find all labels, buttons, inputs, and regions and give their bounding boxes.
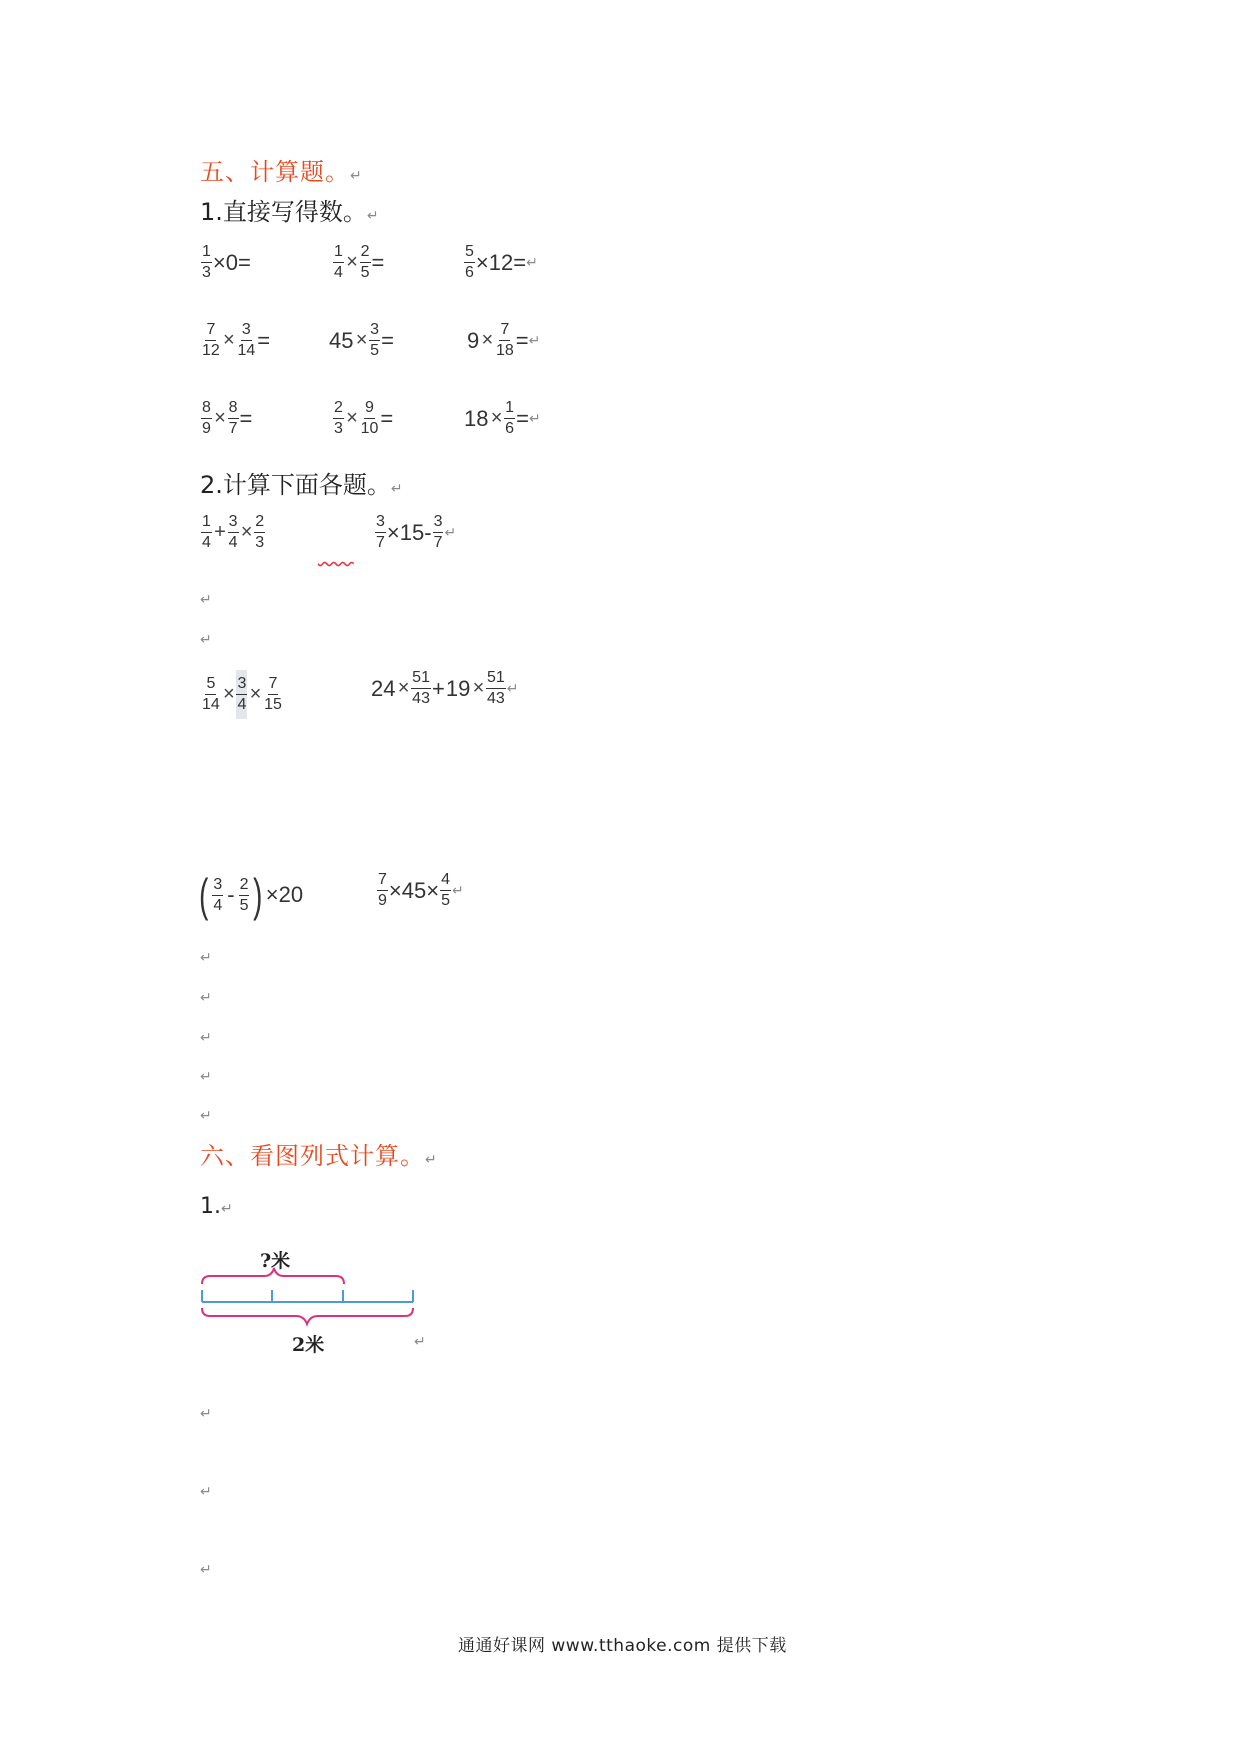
fraction: $\frac{2}{3}$ [334, 399, 343, 437]
problem-p3 [200, 670, 284, 719]
fraction: $\frac{9}{10}$ [360, 399, 379, 437]
fraction: $\frac{1}{3}$ [202, 243, 211, 281]
fraction: $\frac{51}{43}$ [487, 669, 505, 707]
problem-r3c3: 18 × $\frac{1}{6}$ = ↵ [464, 399, 541, 437]
equals-sign: = [516, 405, 529, 431]
part2-title [200, 465, 403, 500]
problem-p4: 24 × $\frac{51}{43}$ + 19 × $\frac{51}{43}$ ↵ [371, 669, 519, 707]
paragraph-mark: ↵ [444, 524, 457, 541]
operator: × [397, 677, 410, 699]
operator: × [240, 521, 253, 543]
fraction: $\frac{4}{5}$ [441, 871, 450, 909]
right-paren: ) [253, 869, 263, 921]
fraction: $\frac{3}{4}$ [213, 875, 223, 914]
paragraph-mark: ↵ [200, 1484, 212, 1500]
fraction: $\frac{51}{43}$ [412, 669, 430, 707]
operator: × [490, 407, 503, 429]
bottom-label: 2米 [292, 1334, 325, 1356]
operator: - [227, 882, 235, 907]
operator: × [355, 329, 368, 351]
operator: ×12= [475, 249, 527, 275]
fraction: $\frac{2}{5}$ [239, 875, 249, 914]
footer-text: 通通好课网 www.tthaoke.com 提供下载 [458, 1636, 787, 1656]
fraction: $\frac{1}{4}$ [202, 513, 211, 551]
fraction: $\frac{1}{6}$ [505, 399, 515, 437]
section6-title-text: 六、看图列式计算。 [200, 1142, 425, 1170]
spellcheck-squiggle [318, 540, 346, 552]
part1-title-text: 1.直接写得数。 [200, 198, 367, 226]
fraction: $\frac{3}{7}$ [376, 513, 385, 551]
fraction: $\frac{3}{14}$ [237, 321, 256, 359]
operator: × [222, 329, 235, 351]
paragraph-mark: ↵ [200, 1030, 212, 1046]
part2-title-text: 2.计算下面各题。 [200, 471, 391, 499]
fraction: $\frac{3}{7}$ [433, 513, 443, 551]
section5-title [200, 152, 363, 187]
operator: × [249, 683, 262, 705]
paragraph-mark: ↵ [200, 1108, 212, 1124]
item1 [200, 1194, 233, 1219]
left-paren: ( [199, 869, 209, 921]
problem-r3c2 [332, 400, 393, 437]
operator: ×0= [212, 249, 251, 275]
paragraph-mark: ↵ [200, 632, 212, 648]
problem-p1 [200, 514, 266, 551]
problem-r2c1 [200, 322, 270, 359]
paragraph-mark: ↵ [528, 410, 541, 427]
fraction: $\frac{2}{5}$ [360, 243, 370, 281]
problem-p2 [374, 514, 456, 551]
problem-p6 [376, 872, 464, 909]
operator: × [481, 329, 493, 351]
operator: × [345, 407, 358, 429]
fraction: $\frac{2}{3}$ [255, 513, 265, 551]
fraction-highlighted: $\frac{3}{4}$ [236, 670, 247, 719]
operator: × [345, 251, 358, 273]
problem-r1c1 [200, 244, 251, 281]
fraction: $\frac{5}{6}$ [465, 243, 474, 281]
problem-r1c3 [463, 244, 538, 281]
paragraph-mark: ↵ [350, 168, 363, 184]
item1-label: 1. [200, 1194, 221, 1219]
part1-title [200, 192, 379, 227]
operator: + [213, 521, 226, 543]
fraction: $\frac{8}{9}$ [202, 399, 211, 437]
problem-r3c1 [200, 400, 252, 437]
operator: + [431, 675, 445, 701]
section6-title [200, 1136, 438, 1171]
paragraph-mark: ↵ [200, 1406, 212, 1422]
equals-sign: = [239, 405, 253, 431]
operator: ×45× [388, 877, 440, 903]
equals-sign: = [381, 327, 394, 353]
fraction: $\frac{5}{14}$ [202, 675, 220, 713]
fraction: $\frac{3}{4}$ [228, 513, 238, 551]
operator: ×15- [386, 519, 432, 545]
equals-sign: = [371, 249, 385, 275]
paragraph-mark: ↵ [200, 950, 212, 966]
paragraph-mark: ↵ [414, 1334, 426, 1350]
problem-r2c2: 45 × $\frac{3}{5}$ = [329, 321, 394, 359]
operator: × [213, 407, 226, 429]
fraction: $\frac{7}{15}$ [264, 675, 282, 713]
equals-sign: = [515, 327, 529, 353]
paragraph-mark: ↵ [200, 1069, 212, 1085]
section5-title-text: 五、计算题。 [200, 158, 350, 186]
paragraph-mark: ↵ [390, 481, 403, 497]
problem-r1c2 [332, 244, 384, 281]
operator: × [472, 677, 484, 699]
segment-diagram [196, 1250, 426, 1360]
fraction: $\frac{1}{4}$ [334, 243, 343, 281]
fraction: $\frac{3}{5}$ [370, 321, 380, 359]
operator: ×20 [265, 882, 304, 907]
paragraph-mark: ↵ [200, 990, 212, 1006]
paragraph-mark: ↵ [425, 1152, 438, 1168]
problem-p5 [196, 869, 304, 921]
fraction: $\frac{7}{9}$ [378, 871, 387, 909]
bottom-brace [202, 1308, 413, 1324]
problem-r2c3: 9 × $\frac{7}{18}$ = ↵ [467, 321, 541, 359]
paragraph-mark: ↵ [451, 882, 464, 899]
operator: × [222, 683, 235, 705]
paragraph-mark: ↵ [200, 1562, 212, 1578]
paragraph-mark: ↵ [366, 208, 379, 224]
equals-sign: = [380, 405, 394, 431]
fraction: $\frac{7}{12}$ [202, 321, 220, 359]
paragraph-mark: ↵ [506, 680, 519, 697]
paragraph-mark: ↵ [528, 332, 541, 349]
equals-sign: = [257, 327, 271, 353]
top-label: ?米 [260, 1250, 291, 1272]
paragraph-mark: ↵ [526, 254, 538, 271]
fraction: $\frac{8}{7}$ [228, 399, 238, 437]
paragraph-mark: ↵ [221, 1201, 233, 1217]
fraction: $\frac{7}{18}$ [495, 321, 514, 359]
paragraph-mark: ↵ [200, 592, 212, 608]
